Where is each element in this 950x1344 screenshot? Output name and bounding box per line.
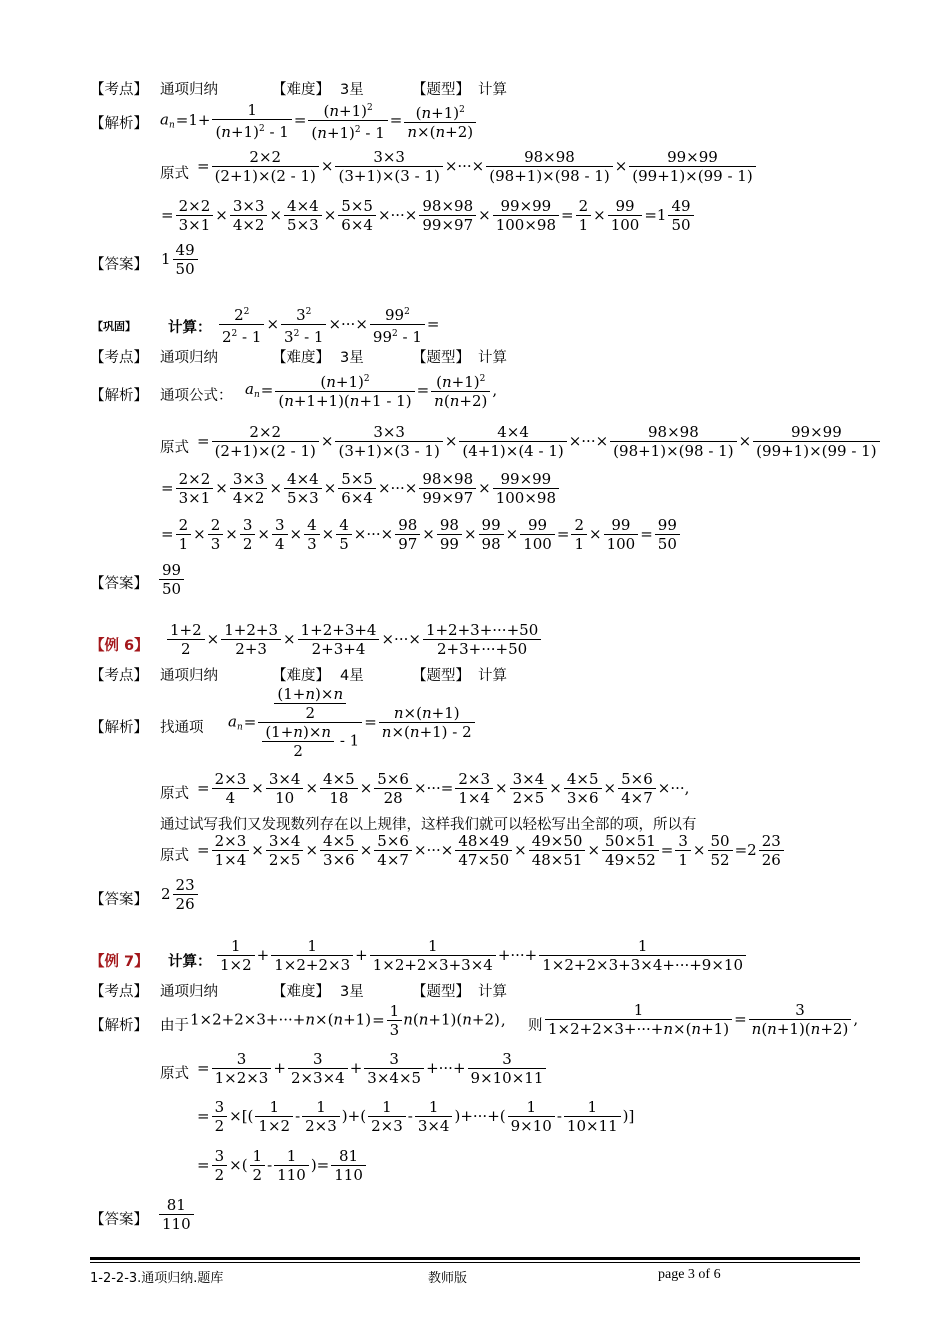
nandu-value: 3星 (340, 350, 364, 366)
formula-reciprocal: $\frac{1}{1\times 2+2\times 3+\cdot\cdot\cdot+n\times(n+1)}$ = $\frac{3}{n(n+1)(n+2)}$ , (544, 1001, 859, 1038)
yuanshi-label: 原式 (160, 440, 189, 456)
formula-general-term-3: $a_n=$ $\frac{(1+n)\times n}{2}$ $\frac{(1+n)\times n}{2}$ - 1 = $\frac{n\times(n+1)}{n\times(n+1) - 2}$ (228, 685, 476, 760)
pattern-note: 通过试写我们又发现数列存在以上规律，这样我们就可以轻松写出全部的项，所以有 (160, 817, 697, 833)
formula-simplified-2a: = $\frac{2\times 2}{3\times 1}$ × $\frac{3\times 3}{4\times 2}$ × $\frac{4\times 4}{5\times 3}$ × $\frac{5\times 5}{6\times 4}$ ×···× $\frac{98\times 98}{99\times 97}$ × $\frac{99\times 99}{100\times 98}$ (160, 470, 560, 507)
example-6-tag: 【例 6】 (90, 638, 149, 654)
example-6-problem: $\frac{1+2}{2}$ × $\frac{1+2+3}{2+3}$ × $\frac{1+2+3+4}{2+3+4}$ ×···× $\frac{1+2+3+\cdot\cdot\cdot+50}{2+3+\cdot\cdot\cdot+50}$ (166, 621, 542, 658)
tixing-value: 计算 (478, 668, 507, 684)
general-term-label: 通项公式： (160, 388, 233, 404)
yuanshi-label: 原式 (160, 166, 189, 182)
daan-label: 【答案】 (90, 576, 148, 592)
jiexi-label: 【解析】 (90, 388, 148, 404)
tixing-label: 【题型】 (412, 984, 470, 1000)
tixing-value: 计算 (478, 984, 507, 1000)
answer-1: 1 $\frac{49}{50}$ (160, 241, 199, 278)
tixing-value: 计算 (478, 350, 507, 366)
find-term-label: 找通项 (160, 720, 204, 736)
block4-title: 计算： (168, 954, 212, 970)
then-label: 则 (528, 1018, 543, 1034)
formula-general-term-2: $a_n=$ $\frac{(n+1)^2}{(n+1+1)(n+1 - 1)}$ = $\frac{(n+1)^2}{n(n+2)}$ , (245, 370, 498, 410)
kaodian-label: 【考点】 (90, 984, 148, 1000)
yuanshi-label: 原式 (160, 1066, 189, 1082)
nandu-value: 3星 (340, 984, 364, 1000)
formula-telescoping: = $\frac{3}{2}$ ×[( $\frac{1}{1\times 2}$ - $\frac{1}{2\times 3}$ )+( $\frac{1}{2\times 3}$ - $\frac{1}{3\times 4}$ )+···+( $\frac{1}{9\times 10}$ - $\frac{1}{10\times 11}$ )] (197, 1098, 635, 1135)
footer-rule-thick (90, 1257, 860, 1260)
yuanshi-label: 原式 (160, 848, 189, 864)
footer-center: 教师版 (428, 1271, 468, 1286)
formula-expansion-2: = $\frac{2\times 2}{(2+1)\times(2 - 1)}$ × $\frac{3\times 3}{(3+1)\times(3 - 1)}$ × $\frac{4\times 4}{(4+1)\times(4 - 1)}$ ×···× $\frac{98\times 98}{(98+1)\times(98 - 1)}$ × $\frac{99\times 99}{(99+1)\times(99 - 1)}$ (196, 423, 881, 460)
block2-title: 计算： (168, 320, 212, 336)
answer-3: 2 $\frac{23}{26}$ (160, 876, 199, 913)
block2-problem: $\frac{2^2}{2^2 - 1}$ × $\frac{3^2}{3^2 - 1}$ ×···× $\frac{99^2}{99^2 - 1}$ = (218, 303, 440, 346)
formula-sum-identity: 1×2+2×3+···+n×(n+1)= $\frac{1}{3}$ n(n+1)(n+2), (190, 1002, 506, 1039)
kaodian-value: 通项归纳 (160, 350, 218, 366)
daan-label: 【答案】 (90, 892, 148, 908)
formula-expansion-1: = $\frac{2\times 2}{(2+1)\times(2 - 1)}$ × $\frac{3\times 3}{(3+1)\times(3 - 1)}$ ×···× $\frac{98\times 98}{(98+1)\times(98 - 1)}$ × $\frac{99\times 99}{(99+1)\times(99 - 1)}$ (196, 148, 757, 185)
nandu-label: 【难度】 (272, 668, 330, 684)
formula-expansion-4: = $\frac{3}{1\times 2\times 3}$ + $\frac{3}{2\times 3\times 4}$ + $\frac{3}{3\times 4\times 5}$ +···+ $\frac{3}{9\times 10\times 11}$ (196, 1050, 547, 1087)
jiexi-label: 【解析】 (90, 1018, 148, 1034)
example-7-problem: $\frac{1}{1\times 2}$ + $\frac{1}{1\times 2+2\times 3}$ + $\frac{1}{1\times 2+2\times 3+3\times 4}$ +···+ $\frac{1}{1\times 2+2\times 3+3\times 4+\cdot\cdot\cdot+9\times 10}$ (216, 937, 747, 974)
tixing-label: 【题型】 (412, 82, 470, 98)
tixing-value: 计算 (478, 82, 507, 98)
formula-simplified-1: = $\frac{2\times 2}{3\times 1}$ × $\frac{3\times 3}{4\times 2}$ × $\frac{4\times 4}{5\times 3}$ × $\frac{5\times 5}{6\times 4}$ ×···× $\frac{98\times 98}{99\times 97}$ × $\frac{99\times 99}{100\times 98}$ = $\frac{2}{1}$ × $\frac{99}{100}$ =1 $\frac{49}{50}$ (160, 197, 695, 234)
answer-2: $\frac{99}{50}$ (158, 561, 185, 598)
tixing-label: 【题型】 (412, 668, 470, 684)
answer-4: $\frac{81}{110}$ (158, 1196, 195, 1233)
formula-simplified-3: = $\frac{2\times 3}{1\times 4}$ × $\frac{3\times 4}{2\times 5}$ × $\frac{4\times 5}{3\times 6}$ × $\frac{5\times 6}{4\times 7}$ ×···× $\frac{48\times 49}{47\times 50}$ × $\frac{49\times 50}{48\times 51}$ × $\frac{50\times 51}{49\times 52}$ = $\frac{3}{1}$ × $\frac{50}{52}$ =2 $\frac{23}{26}$ (196, 832, 785, 869)
kaodian-value: 通项归纳 (160, 668, 218, 684)
nandu-value: 4星 (340, 668, 364, 684)
since-label: 由于 (160, 1018, 189, 1034)
kaodian-value: 通项归纳 (160, 984, 218, 1000)
gonggu-tag: 【巩固】 (92, 320, 136, 333)
formula-result-4: = $\frac{3}{2}$ ×( $\frac{1}{2}$ - $\frac{1}{110}$ )= $\frac{81}{110}$ (196, 1147, 367, 1184)
footer-page: page 3 of 6 (658, 1267, 721, 1282)
jiexi-label: 【解析】 (90, 116, 148, 132)
daan-label: 【答案】 (90, 257, 148, 273)
jiexi-label: 【解析】 (90, 720, 148, 736)
kaodian-label: 【考点】 (90, 82, 148, 98)
example-7-tag: 【例 7】 (90, 954, 149, 970)
nandu-label: 【难度】 (272, 82, 330, 98)
kaodian-value: 通项归纳 (160, 82, 218, 98)
formula-general-term: $a_n=1+$ $\frac{1}{(n+1)^2 - 1}$ = $\frac{(n+1)^2}{(n+1)^2 - 1}$ = $\frac{(n+1)^2}{n\times(n+2)}$ (160, 99, 477, 142)
nandu-label: 【难度】 (272, 984, 330, 1000)
kaodian-label: 【考点】 (90, 350, 148, 366)
nandu-value: 3星 (340, 82, 364, 98)
footer-rule-thin (90, 1262, 860, 1263)
daan-label: 【答案】 (90, 1212, 148, 1228)
tixing-label: 【题型】 (412, 350, 470, 366)
formula-expansion-3: = $\frac{2\times 3}{4}$ × $\frac{3\times 4}{10}$ × $\frac{4\times 5}{18}$ × $\frac{5\times 6}{28}$ ×···= $\frac{2\times 3}{1\times 4}$ × $\frac{3\times 4}{2\times 5}$ × $\frac{4\times 5}{3\times 6}$ × $\frac{5\times 6}{4\times 7}$ ×···, (197, 770, 690, 807)
nandu-label: 【难度】 (272, 350, 330, 366)
footer-left: 1-2-2-3.通项归纳.题库 (90, 1271, 224, 1286)
formula-simplified-2b: = $\frac{2}{1}$ × $\frac{2}{3}$ × $\frac{3}{2}$ × $\frac{3}{4}$ × $\frac{4}{3}$ × $\frac{4}{5}$ ×···× $\frac{98}{97}$ × $\frac{98}{99}$ × $\frac{99}{98}$ × $\frac{99}{100}$ = $\frac{2}{1}$ × $\frac{99}{100}$ = $\frac{99}{50}$ (160, 516, 681, 553)
yuanshi-label: 原式 (160, 786, 189, 802)
kaodian-label: 【考点】 (90, 668, 148, 684)
